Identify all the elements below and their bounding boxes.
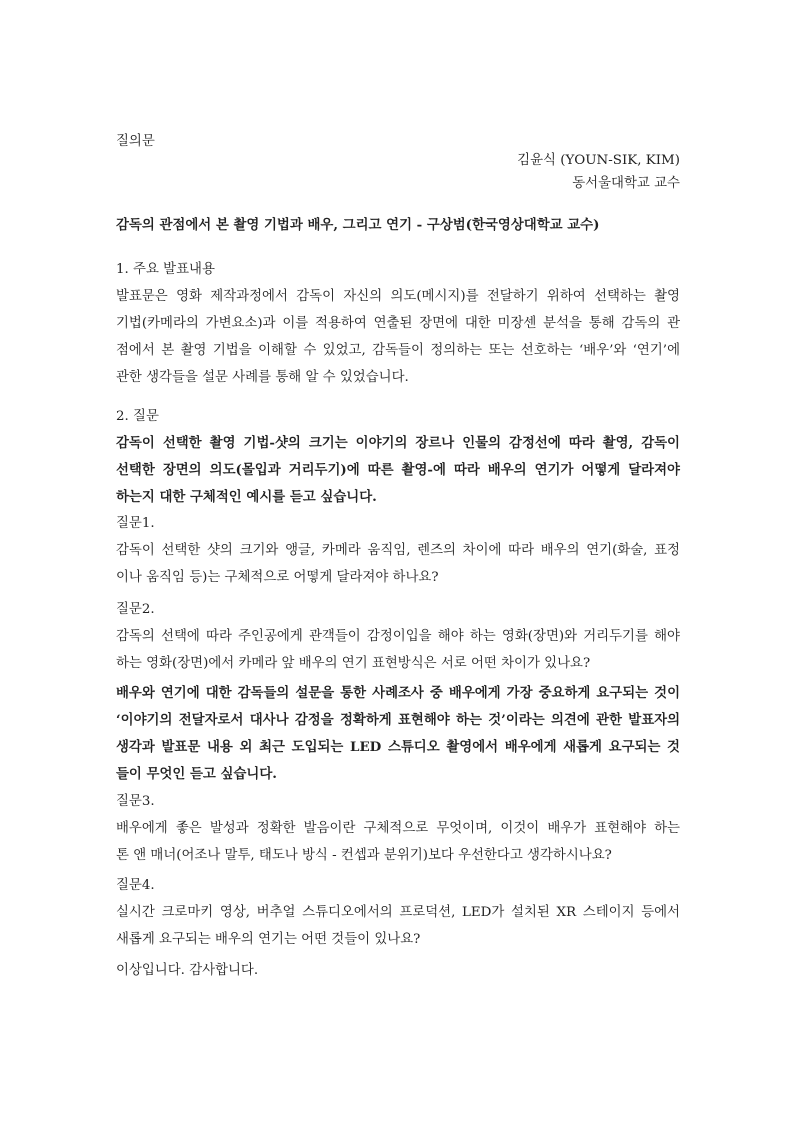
section-2 — [116, 403, 680, 511]
question-1 — [116, 510, 680, 591]
question-1-line: 감독이 선택한 샷의 크기와 앵글, 카메라 움직임, 렌즈의 차이에 따라 배우의 연기(화술, 표정 — [116, 543, 680, 558]
question-4-line: 새롭게 요구되는 배우의 연기는 어떤 것들이 있나요? — [116, 932, 421, 947]
section-1 — [116, 256, 680, 391]
author-name: 김윤식 (YOUN-SIK, KIM) — [517, 153, 680, 168]
doc-label: 질의문 — [116, 134, 155, 149]
question-2-label: 질문2. — [116, 602, 155, 617]
bold-paragraph-line: 배우와 연기에 대한 감독들의 설문을 통한 사례조사 중 배우에게 가장 중요하게 요구되는 것이 — [116, 685, 680, 701]
section-1-line: 점에서 본 촬영 기법을 이해할 수 있었고, 감독들이 정의하는 또는 선호하는 ‘배우’와 ‘연기’에 — [116, 343, 680, 358]
paper-title: 감독의 관점에서 본 촬영 기법과 배우, 그리고 연기 - 구상범(한국영상대학교 교수) — [116, 217, 600, 233]
section-1-heading: 1. 주요 발표내용 — [116, 262, 215, 277]
bold-paragraph — [116, 680, 680, 788]
closing-text: 이상입니다. 감사합니다. — [116, 963, 259, 978]
bold-paragraph-line: ‘이야기의 전달자로서 대사나 감정을 정확하게 표현해야 하는 것’이라는 의견에 관한 발표자의 — [116, 712, 680, 728]
question-3 — [116, 788, 680, 869]
question-2-line: 하는 영화(장면)에서 카메라 앞 배우의 연기 표현방식은 서로 어떤 차이가 있나요? — [116, 656, 591, 671]
section-1-line: 관한 생각들을 설문 사례를 통해 알 수 있었습니다. — [116, 370, 409, 385]
question-3-line: 톤 앤 매너(어조나 말투, 태도나 방식 - 컨셉과 분위기)보다 우선한다고 생각하시나요? — [116, 848, 612, 863]
question-3-line: 배우에게 좋은 발성과 정확한 발음이란 구체적으로 무엇이며, 이것이 배우가 표현해야 하는 — [116, 821, 680, 836]
question-1-label: 질문1. — [116, 516, 155, 531]
bold-paragraph-line: 들이 무엇인 듣고 싶습니다. — [116, 766, 277, 782]
question-4-line: 실시간 크로마키 영상, 버추얼 스튜디오에서의 프로덕션, LED가 설치된 XR 스테이지 등에서 — [116, 905, 680, 920]
section-2-line: 감독이 선택한 촬영 기법-샷의 크기는 이야기의 장르나 인물의 감정선에 따라 촬영, 감독이 — [116, 435, 680, 451]
section-2-line: 하는지 대한 구체적인 예시를 듣고 싶습니다. — [116, 489, 377, 505]
bold-paragraph-line: 생각과 발표문 내용 외 최근 도입되는 LED 스튜디오 촬영에서 배우에게 새롭게 요구되는 것 — [116, 739, 680, 755]
author-affiliation: 동서울대학교 교수 — [572, 176, 680, 191]
question-2-line: 감독의 선택에 따라 주인공에게 관객들이 감정이입을 해야 하는 영화(장면)와 거리두기를 해야 — [116, 629, 680, 644]
question-1-line: 이나 움직임 등)는 구체적으로 어떻게 달라져야 하나요? — [116, 570, 439, 585]
section-2-heading: 2. 질문 — [116, 409, 159, 424]
question-3-label: 질문3. — [116, 794, 155, 809]
question-4 — [116, 872, 680, 953]
section-1-line: 기법(카메라의 가변요소)과 이를 적용하여 연출된 장면에 대한 미장센 분석을 통해 감독의 관 — [116, 316, 680, 331]
section-2-line: 선택한 장면의 의도(몰입과 거리두기)에 따른 촬영-에 따라 배우의 연기가 어떻게 달라져야 — [116, 462, 680, 478]
section-1-line: 발표문은 영화 제작과정에서 감독이 자신의 의도(메시지)를 전달하기 위하여 선택하는 촬영 — [116, 289, 680, 304]
question-2 — [116, 596, 680, 677]
question-4-label: 질문4. — [116, 878, 155, 893]
